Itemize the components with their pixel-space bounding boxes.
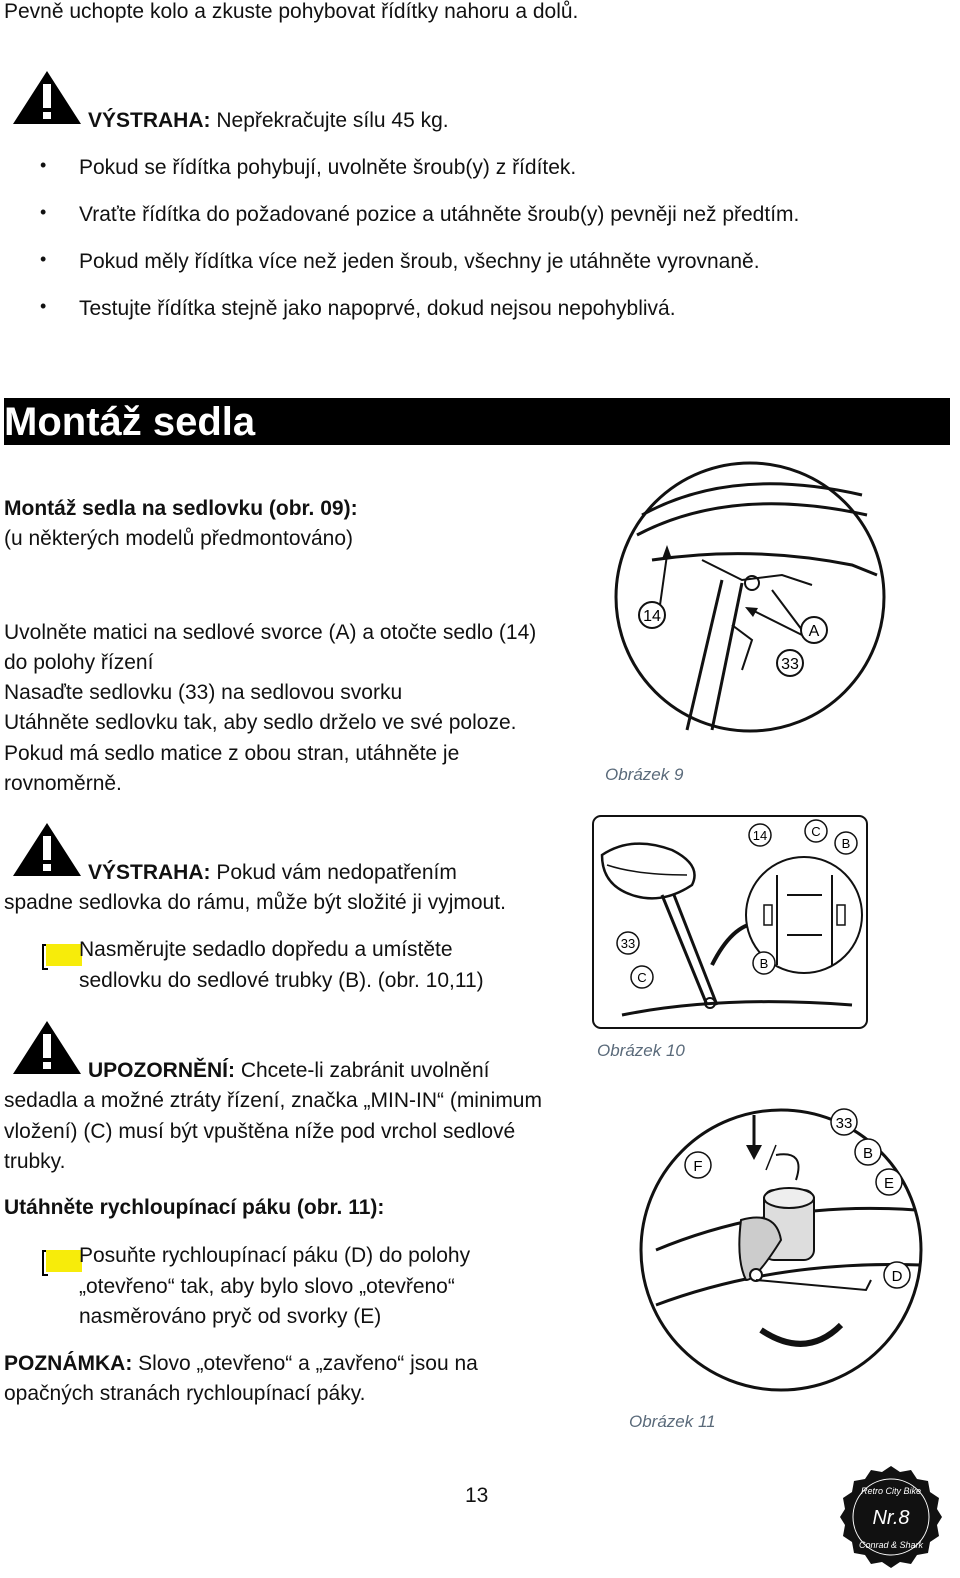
note-line2: opačných stranách rychloupínací páky. — [4, 1382, 366, 1405]
caution — [88, 1056, 489, 1086]
logo-top-text: Retro City Bike — [860, 1486, 922, 1496]
caution-text: Chcete-li zabránit uvolnění — [235, 1059, 490, 1082]
instruction-line: Pokud má sedlo matice z obou stran, utáhněte je — [4, 742, 460, 765]
fig11-label: D — [891, 1268, 903, 1285]
figure-11-quick-release — [636, 1090, 926, 1400]
highlight-1-line1: Nasměrujte sedadlo dopředu a umístěte — [79, 938, 453, 961]
instruction-line: Uvolněte matici na sedlové svorce (A) a otočte sedlo (14) — [4, 621, 537, 644]
brand-logo-seal — [838, 1464, 944, 1570]
bullet-dot: • — [40, 296, 47, 316]
fig11-label: E — [883, 1175, 895, 1192]
bullet-item: Vraťte řídítka do požadované pozice a utáhněte šroub(y) pevněji než předtím. — [79, 203, 800, 226]
fig11-label: 33 — [835, 1115, 853, 1132]
bullet-item: Pokud se řídítka pohybují, uvolněte šroub(y) z řídítek. — [79, 156, 577, 179]
fig10-label: C — [637, 970, 647, 985]
warning-1-text: Nepřekračujte sílu 45 kg. — [210, 109, 449, 132]
warning-1 — [88, 106, 449, 136]
bullet-dot: • — [40, 155, 47, 175]
instruction-line: do polohy řízení — [4, 651, 154, 674]
note-text: Slovo „otevřeno“ a „zavřeno“ jsou na — [132, 1352, 478, 1375]
highlight-2-line1: Posuňte rychloupínací páku (D) do polohy — [79, 1244, 471, 1267]
caution-line: vložení) (C) musí být vpuštěna níže pod vrchol sedlové — [4, 1120, 516, 1143]
subheading-seat-mount: Montáž sedla na sedlovku (obr. 09): — [4, 497, 358, 520]
highlight-2-line3: nasměrováno pryč od svorky (E) — [79, 1305, 382, 1328]
fig10-label: 33 — [620, 936, 636, 951]
warning-icon — [10, 820, 84, 880]
intro-line: Pevně uchopte kolo a zkuste pohybovat řídítky nahoru a dolů. — [4, 0, 579, 23]
page-number: 13 — [465, 1484, 489, 1507]
warning-2-label: VÝSTRAHA: — [88, 861, 211, 884]
bullet-dot: • — [40, 202, 47, 222]
fig9-label: 14 — [643, 608, 661, 625]
fig10-label: B — [759, 956, 769, 971]
caution-label: UPOZORNĚNÍ: — [88, 1059, 235, 1082]
highlight-mark — [46, 944, 82, 966]
warning-icon — [10, 68, 84, 128]
subheading-quick-release: Utáhněte rychloupínací páku (obr. 11): — [4, 1196, 385, 1219]
fig9-label: A — [808, 623, 820, 640]
bullet-item: Pokud měly řídítka více než jeden šroub, všechny je utáhněte vyrovnaně. — [79, 250, 760, 273]
warning-2-text: Pokud vám nedopatřením — [210, 861, 457, 884]
fig10-label: C — [811, 824, 821, 839]
fig9-label: 33 — [781, 656, 799, 673]
subheading-note: (u některých modelů předmontováno) — [4, 527, 354, 550]
instruction-line: Utáhněte sedlovku tak, aby sedlo drželo ve své poloze. — [4, 711, 517, 734]
warning-2 — [88, 858, 457, 888]
fig10-label: B — [841, 836, 851, 851]
highlight-mark — [46, 1250, 82, 1272]
figure-9-caption: Obrázek 9 — [605, 765, 684, 784]
figure-9-seat-clamp — [612, 455, 892, 745]
highlight-1-line2: sedlovku do sedlové trubky (B). (obr. 10,11) — [79, 969, 484, 992]
warning-icon — [10, 1018, 84, 1078]
figure-10-seatpost-insert — [592, 815, 868, 1029]
logo-bottom-text: Conrad & Shark — [858, 1540, 924, 1550]
fig10-label: 14 — [752, 828, 768, 843]
figure-10-caption: Obrázek 10 — [597, 1041, 685, 1060]
caution-line: sedadla a možné ztráty řízení, značka „MIN-IN“ (minimum — [4, 1089, 542, 1112]
note — [4, 1349, 478, 1379]
figure-11-caption: Obrázek 11 — [629, 1412, 716, 1431]
instruction-line: rovnoměrně. — [4, 772, 122, 795]
bullet-dot: • — [40, 249, 47, 269]
instruction-line: Nasaďte sedlovku (33) na sedlovou svorku — [4, 681, 403, 704]
note-label: POZNÁMKA: — [4, 1352, 133, 1375]
highlight-2-line2: „otevřeno“ tak, aby bylo slovo „otevřeno“ — [79, 1275, 455, 1298]
logo-center-text: Nr.8 — [872, 1507, 910, 1529]
fig11-label: F — [693, 1158, 703, 1175]
warning-1-label: VÝSTRAHA: — [88, 109, 211, 132]
bullet-item: Testujte řídítka stejně jako napoprvé, dokud nejsou nepohyblivá. — [79, 297, 676, 320]
caution-line: trubky. — [4, 1150, 66, 1173]
warning-2-line2: spadne sedlovka do rámu, může být složité ji vyjmout. — [4, 891, 506, 914]
section-title: Montáž sedla — [4, 400, 256, 444]
fig11-label: B — [862, 1145, 874, 1162]
